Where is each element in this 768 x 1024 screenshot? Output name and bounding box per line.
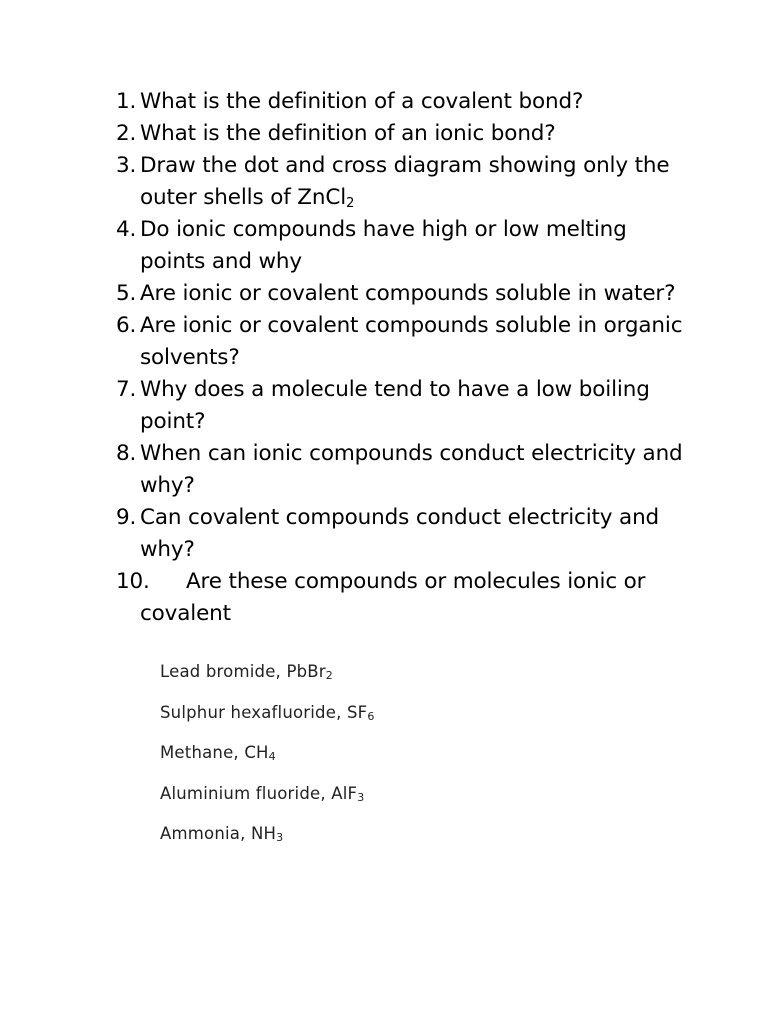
compound-item (160, 652, 560, 693)
question-text: What is the definition of a covalent bond? (140, 89, 584, 114)
question-text: When can ionic compounds conduct electricity and why? (140, 441, 683, 498)
subscript: 6 (367, 709, 375, 723)
question-item-5 (116, 278, 696, 310)
question-number: 5. (116, 281, 137, 306)
compound-item (160, 814, 560, 855)
question-text: Do ionic compounds have high or low melting points and why (140, 217, 627, 274)
question-list (116, 86, 696, 630)
question-text: Are these compounds or molecules ionic or covalent (140, 569, 646, 626)
compound-list (160, 652, 560, 855)
question-number: 9. (116, 505, 137, 530)
question-item-2 (116, 118, 696, 150)
compound-name: Methane, CH (160, 743, 269, 763)
compound-item (160, 774, 560, 815)
question-number: 7. (116, 377, 137, 402)
compound-item (160, 733, 560, 774)
question-number: 1. (116, 89, 137, 114)
compound-name: Sulphur hexafluoride, SF (160, 702, 368, 722)
question-item-3 (116, 150, 696, 214)
question-item-8 (116, 438, 696, 502)
question-text: Why does a molecule tend to have a low boiling point? (140, 377, 650, 434)
question-text: What is the definition of an ionic bond? (140, 121, 556, 146)
question-number: 6. (116, 313, 137, 338)
question-number: 2. (116, 121, 137, 146)
question-item-1 (116, 86, 696, 118)
question-text: Draw the dot and cross diagram showing only the outer shells of ZnCl (140, 153, 670, 210)
subscript: 4 (268, 750, 276, 764)
question-text: Can covalent compounds conduct electricity and why? (140, 505, 660, 562)
subscript: 3 (357, 790, 365, 804)
question-item-7 (116, 374, 696, 438)
compound-name: Aluminium fluoride, AlF (160, 783, 358, 803)
question-item-10 (116, 566, 696, 630)
question-number: 4. (116, 217, 137, 242)
subscript: 3 (276, 831, 284, 845)
question-text: Are ionic or covalent compounds soluble in water? (140, 281, 676, 306)
subscript: 2 (346, 196, 355, 211)
compound-name: Lead bromide, PbBr (160, 662, 326, 681)
question-number: 8. (116, 441, 137, 466)
question-text: Are ionic or covalent compounds soluble in organic solvents? (140, 313, 683, 370)
question-item-9 (116, 502, 696, 566)
compound-item (160, 693, 560, 734)
question-item-4 (116, 214, 696, 278)
subscript: 2 (325, 669, 333, 682)
question-item-6 (116, 310, 696, 374)
compound-name: Ammonia, NH (160, 824, 277, 844)
question-number: 3. (116, 153, 137, 178)
question-number: 10. (116, 569, 150, 594)
